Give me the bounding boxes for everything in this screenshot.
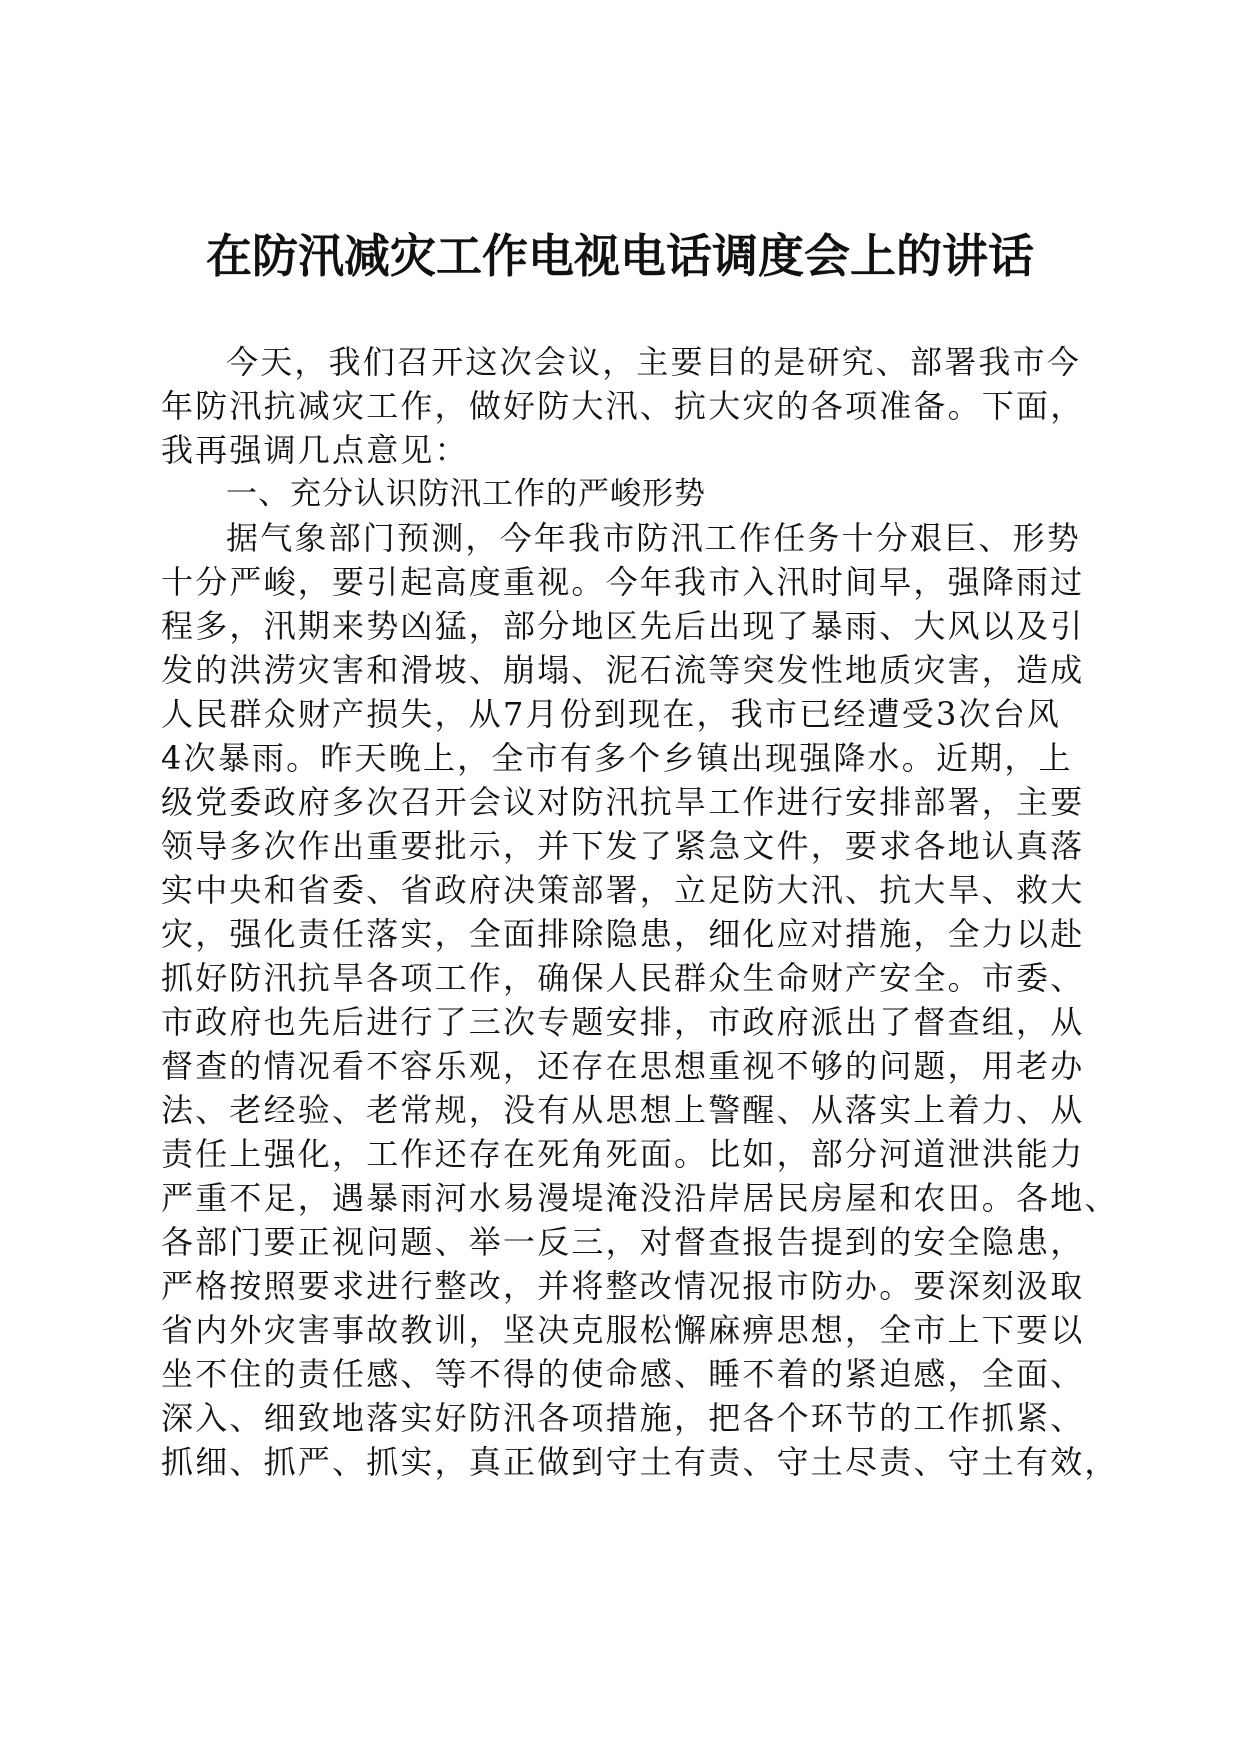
body-line-5: 人民群众财产损失，从7月份到现在，我市已经遭受3次台风 bbox=[161, 695, 1062, 733]
body-line-20: 坐不住的责任感、等不得的使命感、睡不着的紧迫感，全面、 bbox=[161, 1355, 1085, 1393]
body-line-8: 领导多次作出重要批示，并下发了紧急文件，要求各地认真落 bbox=[161, 827, 1085, 865]
body-line-13: 督查的情况看不容乐观，还存在思想重视不够的问题，用老办 bbox=[161, 1047, 1085, 1085]
intro-line-1: 今天，我们召开这次会议，主要目的是研究、部署我市今 bbox=[226, 343, 1082, 381]
body-line-16: 严重不足，遇暴雨河水易漫堤淹没沿岸居民房屋和农田。各地、 bbox=[161, 1179, 1119, 1217]
body-line-18: 严格按照要求进行整改，并将整改情况报市防办。要深刻汲取 bbox=[161, 1267, 1085, 1305]
body-line-4: 发的洪涝灾害和滑坡、崩塌、泥石流等突发性地质灾害，造成 bbox=[161, 651, 1085, 689]
body-line-22: 抓细、抓严、抓实，真正做到守土有责、守土尽责、守土有效， bbox=[161, 1443, 1119, 1481]
body-line-9: 实中央和省委、省政府决策部署，立足防大汛、抗大旱、救大 bbox=[161, 871, 1085, 909]
body-line-6: 4次暴雨。昨天晚上，全市有多个乡镇出现强降水。近期，上 bbox=[161, 739, 1073, 777]
body-line-1: 据气象部门预测，今年我市防汛工作任务十分艰巨、形势 bbox=[226, 519, 1082, 557]
document-title: 在防汛减灾工作电视电话调度会上的讲话 bbox=[206, 229, 1034, 283]
body-line-17: 各部门要正视问题、举一反三，对督查报告提到的安全隐患， bbox=[161, 1223, 1085, 1261]
body-line-21: 深入、细致地落实好防汛各项措施，把各个环节的工作抓紧、 bbox=[161, 1399, 1085, 1437]
intro-line-3: 我再强调几点意见： bbox=[161, 431, 469, 469]
intro-line-2: 年防汛抗减灾工作，做好防大汛、抗大灾的各项准备。下面， bbox=[161, 387, 1085, 425]
body-line-10: 灾，强化责任落实，全面排除隐患，细化应对措施，全力以赴 bbox=[161, 915, 1085, 953]
body-line-2: 十分严峻，要引起高度重视。今年我市入汛时间早，强降雨过 bbox=[161, 563, 1085, 601]
body-line-11: 抓好防汛抗旱各项工作，确保人民群众生命财产安全。市委、 bbox=[161, 959, 1085, 997]
body-line-3: 程多，汛期来势凶猛，部分地区先后出现了暴雨、大风以及引 bbox=[161, 607, 1085, 645]
body-line-7: 级党委政府多次召开会议对防汛抗旱工作进行安排部署，主要 bbox=[161, 783, 1085, 821]
body-line-19: 省内外灾害事故教训，坚决克服松懈麻痹思想，全市上下要以 bbox=[161, 1311, 1085, 1349]
body-line-15: 责任上强化，工作还存在死角死面。比如，部分河道泄洪能力 bbox=[161, 1135, 1085, 1173]
body-line-14: 法、老经验、老常规，没有从思想上警醒、从落实上着力、从 bbox=[161, 1091, 1085, 1129]
body-line-12: 市政府也先后进行了三次专题安排，市政府派出了督查组，从 bbox=[161, 1003, 1085, 1041]
section-heading-1: 一、充分认识防汛工作的严峻形势 bbox=[226, 476, 706, 512]
